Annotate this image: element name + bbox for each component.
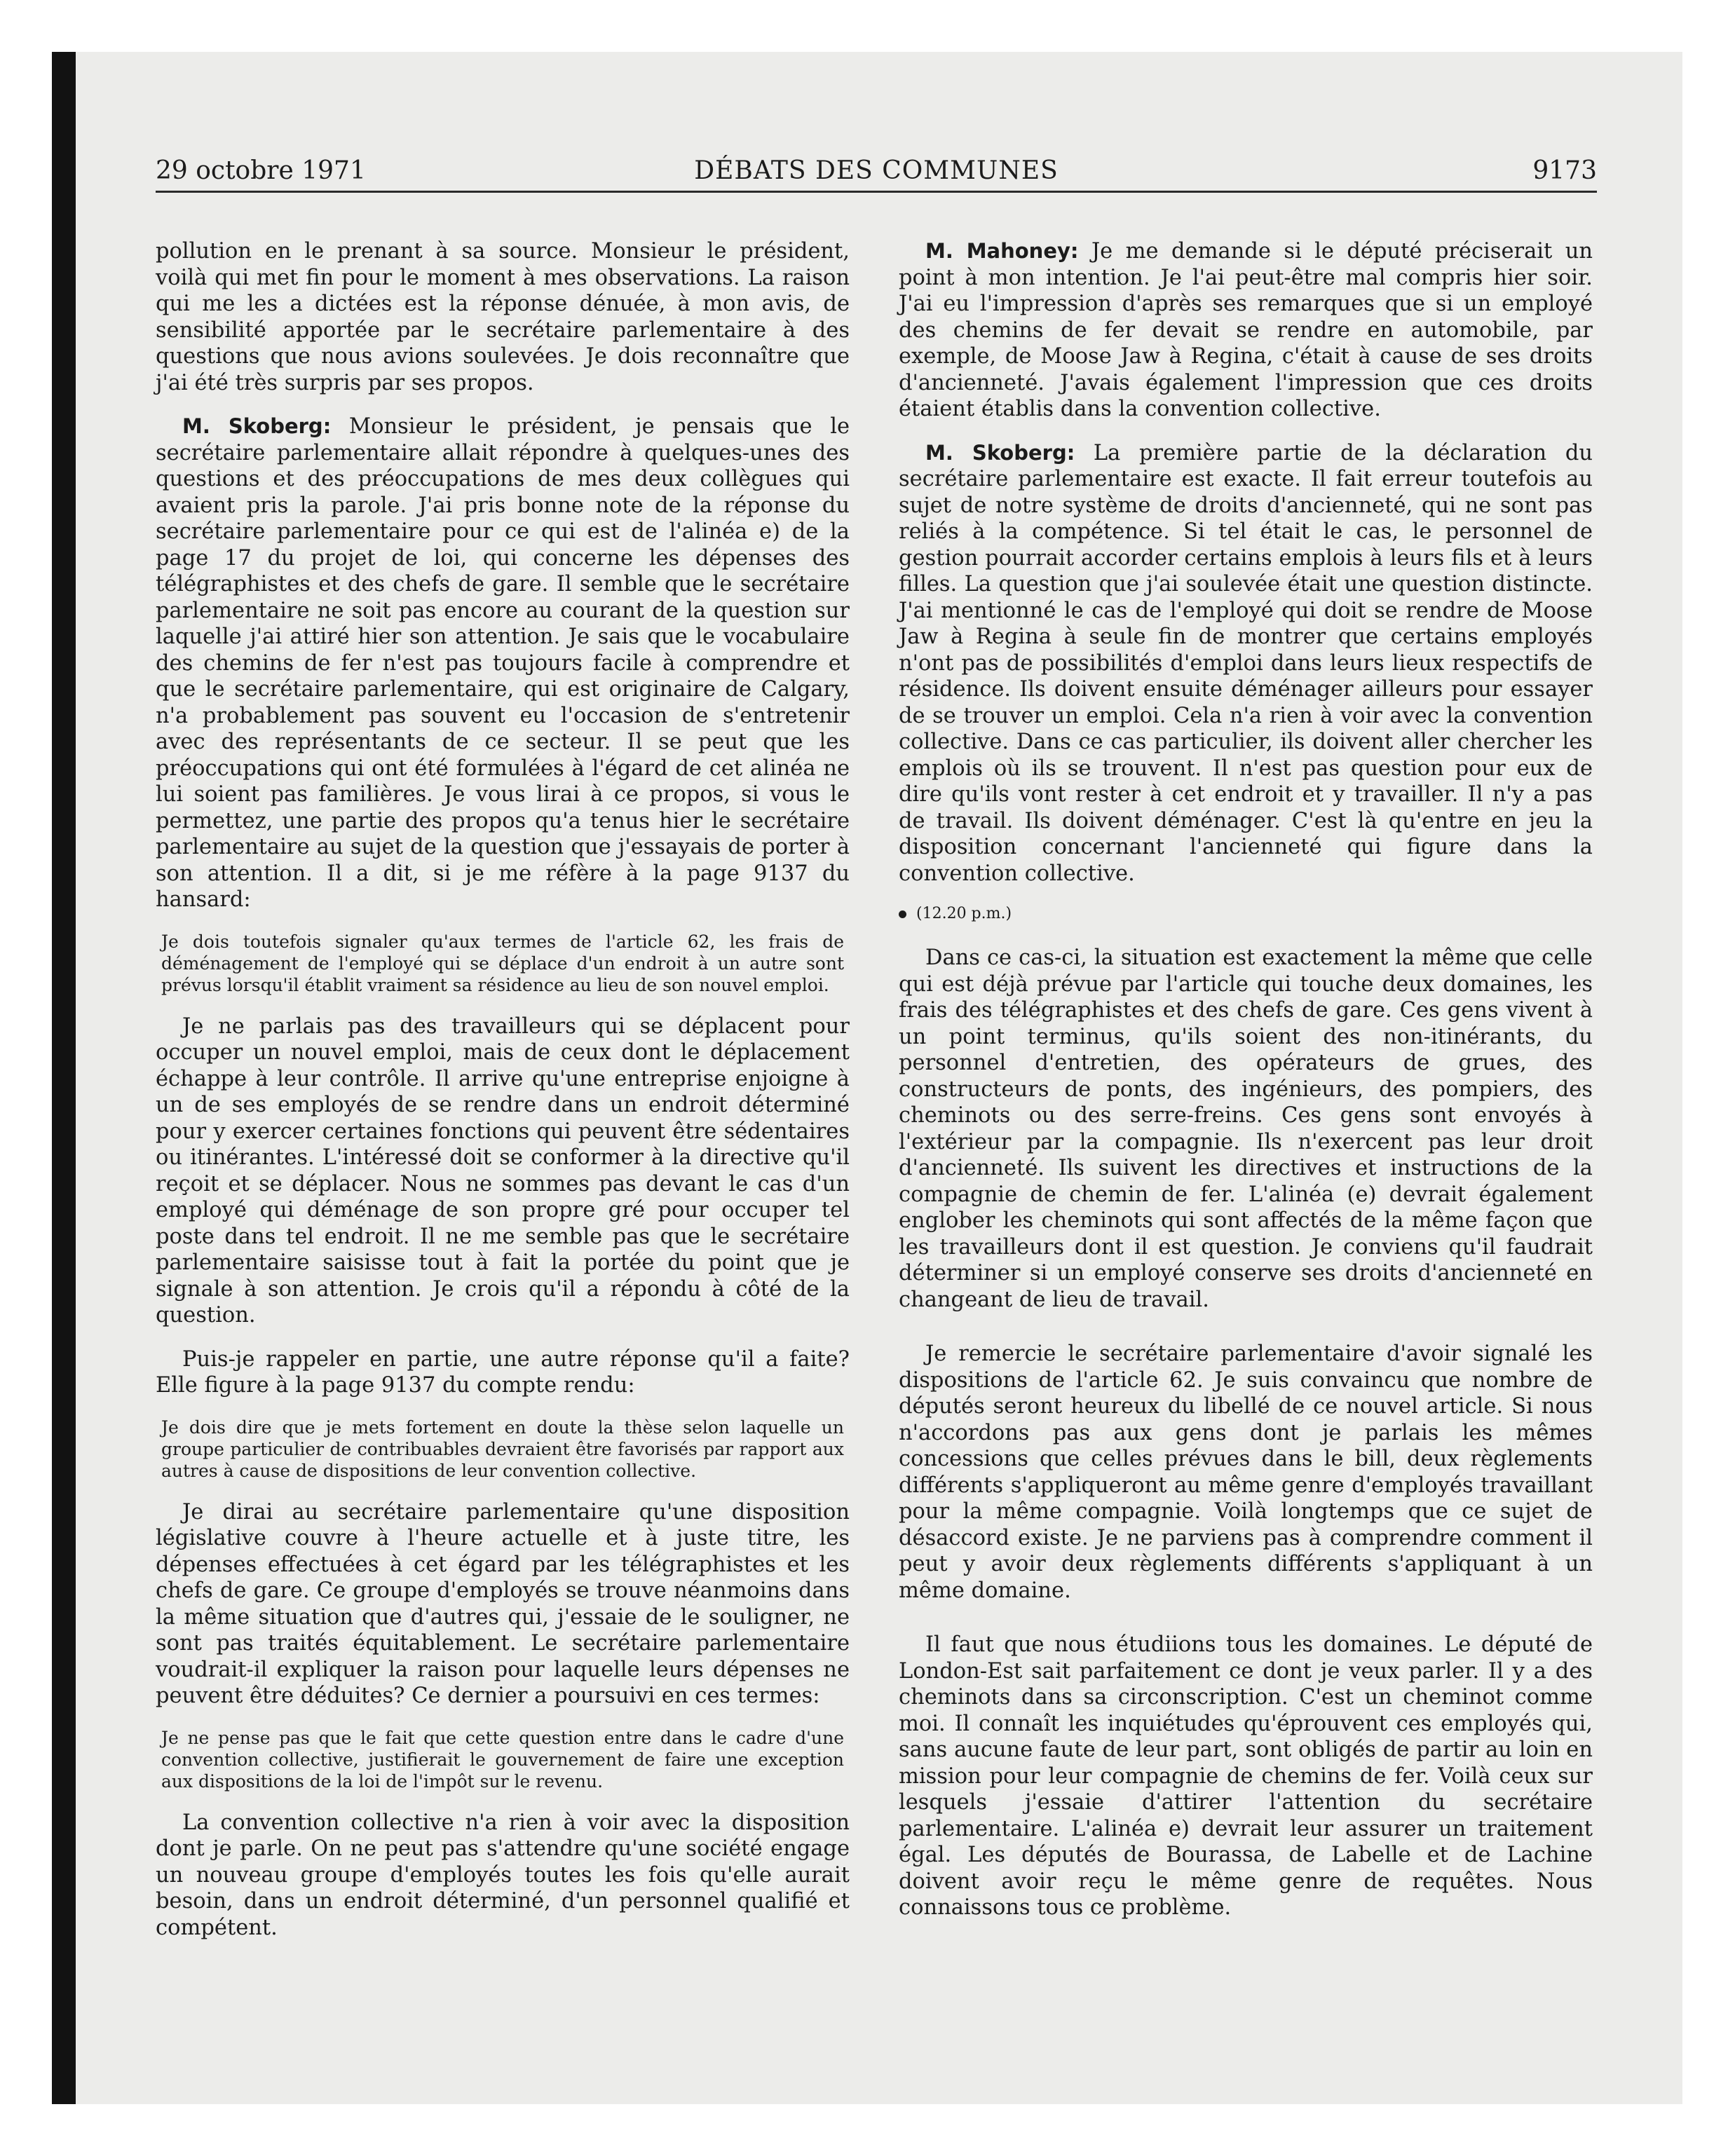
paragraph: Puis-je rappeler en partie, une autre réponse qu'il a faite? Elle figure à la page 9137 du compte rendu: bbox=[156, 1346, 850, 1398]
speech-text: Monsieur le président, je pensais que le secrétaire parlementaire allait répondre à quelques-unes des questions et des préoccupations de mes deux collègues qui avaient pris la parole. J'ai pris bonne note de la réponse du secrétaire parlementaire pour ce qui est de l'alinéa e) de la page 17 du projet de loi, qui concerne les dépenses des télégraphistes et des chefs de gare. Il semble que le secrétaire parlementaire ne soit pas encore au courant de la question sur laquelle j'ai attiré hier son attention. Je sais que le vocabulaire des chemins de fer n'est pas toujours facile à comprendre et que le secrétaire parlementaire, qui est originaire de Calgary, n'a probablement pas souvent eu l'occasion de s'entretenir avec des représentants de ce secteur. Il se peut que les préoccupations qui ont été formulées à l'égard de cet alinéa ne lui soient pas familières. Je vous lirai à ce propos, si vous le permettez, une partie des propos qu'a tenus hier le secrétaire parlementaire au sujet de la question que j'essayais de porter à son attention. Il a dit, si je me réfère à la page 9137 du hansard: bbox=[156, 414, 850, 912]
left-column bbox=[156, 238, 850, 1958]
speaker-name: M. Skoberg: bbox=[925, 440, 1075, 465]
speech-paragraph bbox=[156, 414, 850, 913]
header-title: DÉBATS DES COMMUNES bbox=[694, 156, 1059, 185]
quotation: Je ne pense pas que le fait que cette question entre dans le cadre d'une convention collective, justifierait le gouvernement de faire une exception aux dispositions de la loi de l'impôt sur le revenu. bbox=[161, 1727, 844, 1792]
paragraph: La convention collective n'a rien à voir avec la disposition dont je parle. On ne peut pas s'attendre qu'une société engage un nouveau groupe d'employés toutes les fois qu'elle aurait besoin, dans un endroit déterminé, d'un personnel qualifié et compétent. bbox=[156, 1810, 850, 1940]
speech-text: La première partie de la déclaration du secrétaire parlementaire est exacte. Il fait erreur toutefois au sujet de notre système de droits d'ancienneté, qui ne sont pas reliés à la compétence. Si tel était le cas, le personnel de gestion pourrait accorder certains emplois à leurs fils et à leurs filles. La question que j'ai soulevée était une question distincte. J'ai mentionné le cas de l'employé qui doit se rendre de Moose Jaw à Regina à seule fin de montrer que certains employés n'ont pas de possibilités d'emploi dans leurs lieux respectifs de résidence. Ils doivent ensuite déménager ailleurs pour essayer de se trouver un emploi. Cela n'a rien à voir avec la convention collective. Dans ce cas particulier, ils doivent aller chercher les emplois où ils se trouvent. Il n'est pas question pour eux de dire qu'ils vont rester à cet endroit et y travailler. Il n'y a pas de travail. Ils doivent déménager. C'est là qu'entre en jeu la disposition concernant l'ancienneté qui figure dans la convention collective. bbox=[899, 440, 1593, 886]
timestamp-text: (12.20 p.m.) bbox=[916, 905, 1012, 922]
right-column bbox=[899, 238, 1593, 1939]
page-header bbox=[156, 156, 1597, 193]
speech-paragraph bbox=[899, 440, 1593, 887]
paragraph: Je remercie le secrétaire parlementaire d'avoir signalé les dispositions de l'article 62. Je suis convaincu que nombre de députés seront heureux du libellé de ce nouvel article. Si nous n'accordons pas aux gens dont je parlais les mêmes concessions que celles prévues dans le bill, deux règlements différents s'appliqueront au même genre d'employés travaillant pour la même compagnie. Voilà longtemps que ce sujet de désaccord existe. Je ne parviens pas à comprendre comment il peut y avoir deux règlements différents s'appliquant à un même domaine. bbox=[899, 1342, 1593, 1603]
bullet-icon bbox=[899, 910, 906, 918]
paragraph: Je dirai au secrétaire parlementaire qu'une disposition législative couvre à l'heure actuelle et à juste titre, les dépenses effectuées à cet égard par les télégraphistes et les chefs de gare. Ce groupe d'employés se trouve néanmoins dans la même situation que d'autres qui, j'essaie de le souligner, ne sont pas traités équitablement. Le secrétaire parlementaire voudrait-il expliquer la raison pour laquelle leurs dépenses ne peuvent être déduites? Ce dernier a poursuivi en ces termes: bbox=[156, 1499, 850, 1708]
header-page-number: 9173 bbox=[1532, 156, 1597, 185]
header-date: 29 octobre 1971 bbox=[156, 156, 366, 185]
quotation: Je dois toutefois signaler qu'aux termes de l'article 62, les frais de déménagement de l'employé qui se déplace d'un endroit à un autre sont prévus lorsqu'il établit vraiment sa résidence au lieu de son nouvel emploi. bbox=[161, 931, 844, 995]
paragraph: Il faut que nous étudiions tous les domaines. Le député de London-Est sait parfaitement ce dont je veux parler. Il y a des cheminots dans sa circonscription. C'est un cheminot comme moi. Il connaît les inquiétudes qu'éprouvent ces employés qui, sans aucune faute de leur part, sont obligés de partir au loin en mission pour leur compagnie de chemins de fer. Voilà ceux sur lesquels j'essaie d'attirer l'attention du secrétaire parlementaire. L'alinéa e) devrait leur assurer un traitement égal. Les députés de Bourassa, de Labelle et de Lachine doivent avoir reçu le même genre de requêtes. Nous connaissons tous ce problème. bbox=[899, 1632, 1593, 1920]
binding-edge bbox=[52, 52, 76, 2104]
speech-text: Je me demande si le député préciserait un point à mon intention. Je l'ai peut-être mal compris hier soir. J'ai eu l'impression d'après ses remarques que si un employé des chemins de fer devait se rendre en automobile, par exemple, de Moose Jaw à Regina, c'était à cause de ses droits d'ancienneté. J'avais également l'impression que ces droits étaient établis dans la convention collective. bbox=[899, 239, 1593, 421]
speaker-name: M. Skoberg: bbox=[182, 414, 332, 438]
paragraph: Dans ce cas-ci, la situation est exactement la même que celle qui est déjà prévue par l'article qui touche deux domaines, les frais des télégraphistes et des chefs de gare. Ces gens vivent à un point terminus, qu'ils soient des non-itinérants, du personnel d'entretien, des opérateurs de grues, des constructeurs de ponts, des ingénieurs, des pompiers, des cheminots ou des serre-freins. Ces gens sont envoyés à l'extérieur par la compagnie. Ils n'exercent pas leur droit d'ancienneté. Ils suivent les directives et instructions de la compagnie de chemin de fer. L'alinéa (e) devrait également englober les cheminots qui sont affectés de la même façon que les travailleurs dont il est question. Je conviens qu'il faudrait déterminer si un employé conserve ses droits d'ancienneté en changeant de lieu de travail. bbox=[899, 946, 1593, 1312]
timestamp bbox=[899, 904, 1593, 924]
paragraph: pollution en le prenant à sa source. Monsieur le président, voilà qui met fin pour le moment à mes observations. La raison qui me les a dictées est la réponse dénuée, à mon avis, de sensibilité apportée par le secrétaire parlementaire à des questions que nous avions soulevées. Je dois reconnaître que j'ai été très surpris par ses propos. bbox=[156, 239, 850, 395]
quotation: Je dois dire que je mets fortement en doute la thèse selon laquelle un groupe particulier de contribuables devraient être favorisés par rapport aux autres à cause de dispositions de leur convention collective. bbox=[161, 1417, 844, 1481]
speaker-name: M. Mahoney: bbox=[925, 239, 1079, 263]
paragraph: Je ne parlais pas des travailleurs qui se déplacent pour occuper un nouvel emploi, mais de ceux dont le déplacement échappe à leur contrôle. Il arrive qu'une entreprise enjoigne à un de ses employés de se rendre dans un endroit déterminé pour y exercer certaines fonctions qui peuvent être sédentaires ou itinérantes. L'intéressé doit se conformer à la directive qu'il reçoit et se déplacer. Nous ne sommes pas devant le cas d'un employé qui déménage de son propre gré pour occuper tel poste dans tel endroit. Il ne me semble pas que le secrétaire parlementaire saisisse tout à fait la portée du point que je signale à son attention. Je crois qu'il a répondu à côté de la question. bbox=[156, 1014, 850, 1328]
speech-paragraph bbox=[899, 238, 1593, 423]
